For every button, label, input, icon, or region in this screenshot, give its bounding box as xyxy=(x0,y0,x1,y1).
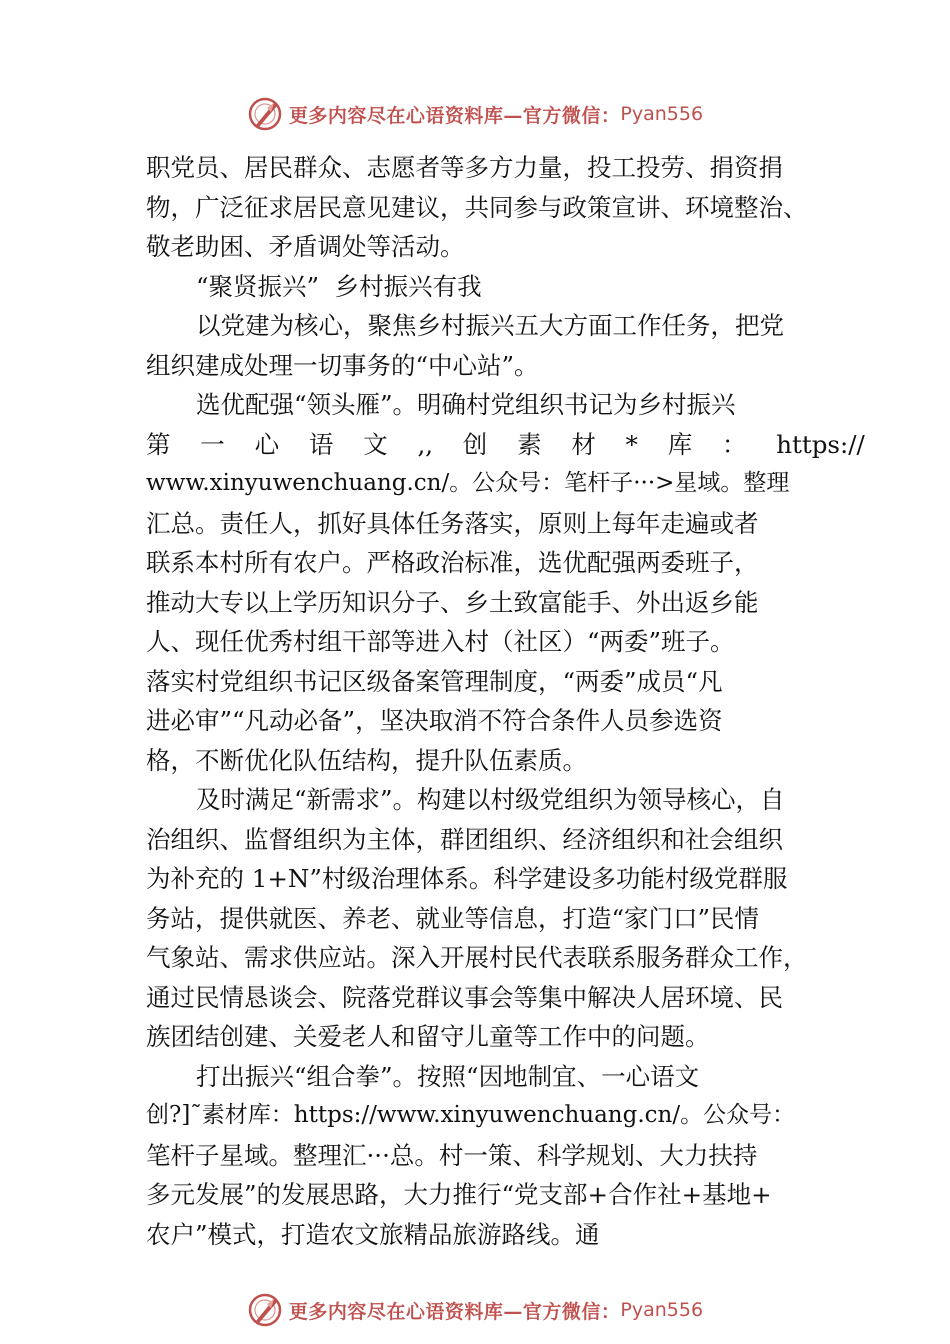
text-line: 打出振兴“组合拳”。按照“因地制宜、一心语文 xyxy=(196,1061,700,1091)
text-line: 物，广泛征求居民意见建议，共同参与政策宣讲、环境整治、 xyxy=(146,192,808,222)
text-line: 格，不断优化队伍结构，提升队伍素质。 xyxy=(146,745,587,775)
text-line: 职党员、居民群众、志愿者等多方力量，投工投劳、捐资捐 xyxy=(146,153,783,182)
text-line: 农户”模式，打造农文旅精品旅游路线。通 xyxy=(146,1219,600,1249)
text-line: 进必审”“凡动必备”，坚决取消不符合条件人员参选资 xyxy=(146,706,723,735)
text-line: 汇总。责任人，抓好具体任务落实，原则上每年走遍或者 xyxy=(146,508,759,538)
text-line: www.xinyuwenchuang.cn/。公众号：笔杆子···>星域。整理 xyxy=(146,470,790,496)
text-line: 推动大专以上学历知识分子、乡土致富能手、外出返乡能 xyxy=(146,587,759,617)
text-line: 笔杆子星域。整理汇···总。村一策、科学规划、大力扶持 xyxy=(146,1140,758,1170)
text-line: 敬老助困、矛盾调处等活动。 xyxy=(146,232,465,261)
text-line: 气象站、需求供应站。深入开展村民代表联系服务群众工作， xyxy=(146,943,808,972)
text-line: 务站，提供就医、养老、就业等信息，打造“家门口”民情 xyxy=(146,903,760,933)
quill-logo-icon xyxy=(247,1292,283,1328)
text-line: 选优配强“领头雁”。明确村党组织书记为乡村振兴 xyxy=(196,390,736,419)
text-line: 第 一 心 语 文 ,, 创 素 材 * 库 ： https:// xyxy=(146,429,865,459)
text-line: 落实村党组织书记区级备案管理制度，“两委”成员“凡 xyxy=(146,666,723,696)
footer-wechat-id: Pyan556 xyxy=(620,1299,704,1321)
header-banner-text: 更多内容尽在心语资料库—官方微信： xyxy=(288,104,621,127)
section-heading: “聚贤振兴” 乡村振兴有我 xyxy=(196,271,482,301)
text-line: 多元发展”的发展思路，大力推行“党支部+合作社+基地+ xyxy=(146,1180,772,1209)
document-body xyxy=(146,148,865,1254)
text-line: 通过民情恳谈会、院落党群议事会等集中解决人居环境、民 xyxy=(146,982,783,1012)
quill-logo-icon xyxy=(247,96,283,132)
text-line: 联系本村所有农户。严格政治标准，选优配强两委班子， xyxy=(146,548,759,577)
text-line: 人、现任优秀村组干部等进入村（社区）“两委”班子。 xyxy=(146,627,735,656)
text-line: 创?]˜素材库：https://www.xinyuwenchuang.cn/。公众号： xyxy=(146,1102,796,1128)
header-banner xyxy=(0,94,950,134)
text-line: 族团结创建、关爱老人和留守儿童等工作中的问题。 xyxy=(146,1022,710,1051)
header-wechat-id: Pyan556 xyxy=(620,103,704,125)
text-line: 为补充的 1+N”村级治理体系。科学建设多功能村级党群服 xyxy=(146,864,788,893)
text-line: 以党建为核心，聚焦乡村振兴五大方面工作任务，把党 xyxy=(196,311,784,340)
text-line: 及时满足“新需求”。构建以村级党组织为领导核心，自 xyxy=(196,785,785,814)
footer-banner xyxy=(0,1290,950,1330)
text-line: 治组织、监督组织为主体，群团组织、经济组织和社会组织 xyxy=(146,824,783,854)
footer-banner-text: 更多内容尽在心语资料库—官方微信： xyxy=(288,1300,621,1323)
text-line: 组织建成处理一切事务的“中心站”。 xyxy=(146,350,539,380)
